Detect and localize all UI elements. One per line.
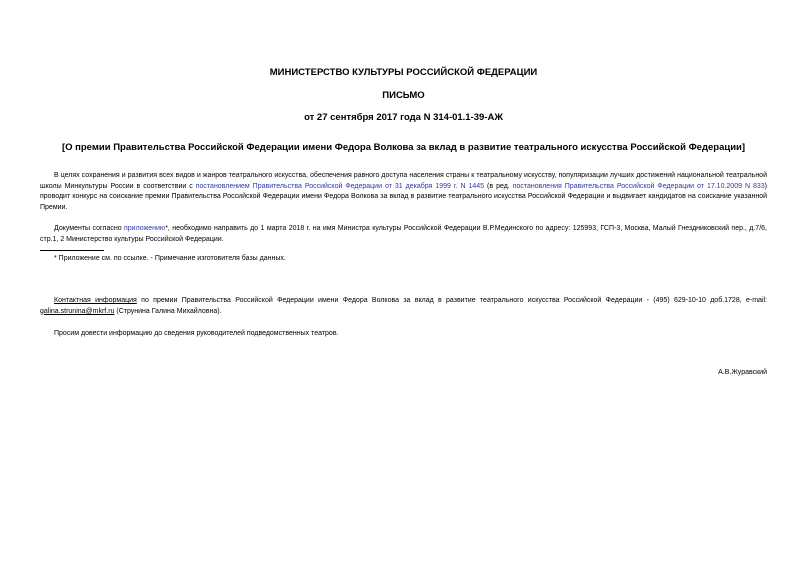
paragraph-request: Просим довести информацию до сведения руководителей подведомственных театров. xyxy=(54,330,339,337)
email-link[interactable]: galina.strunina@mkrf.ru xyxy=(40,307,115,315)
contact-info-label: Контактная информация xyxy=(54,297,137,304)
paragraph-contacts xyxy=(40,296,767,317)
paragraph-text: Документы согласно xyxy=(54,225,124,232)
footnote: * Приложение см. по ссылке. - Примечание изготовителя базы данных. xyxy=(54,255,286,262)
paragraph-text: В целях сохранения и развития всех видов и жанров театрального искусства, обеспечения равного доступа населения страны к театральному искусству, популяризации лучших достижений национальной театральной школы Минкультуры России в соответствии с xyxy=(40,172,767,190)
document-type: ПИСЬМО xyxy=(382,90,425,101)
document-title: [О премии Правительства Российской Федерации имени Федора Волкова за вклад в развитие театрального искусства Российской Федерации] xyxy=(61,142,746,153)
decree-833-link[interactable]: постановления Правительства Российской Федерации от 17.10.2009 N 833 xyxy=(512,182,765,190)
document-date-number: от 27 сентября 2017 года N 314-01.1-39-АЖ xyxy=(304,112,503,123)
signature: А.В.Журавский xyxy=(718,369,767,376)
decree-1445-link[interactable]: постановлением Правительства Российской Федерации от 31 декабря 1999 г. N 1445 xyxy=(195,182,485,190)
ministry-heading: МИНИСТЕРСТВО КУЛЬТУРЫ РОССИЙСКОЙ ФЕДЕРАЦИИ xyxy=(269,67,538,78)
appendix-link[interactable]: приложению xyxy=(124,225,166,232)
paragraph-text: (Струнина Галина Михайловна). xyxy=(114,307,222,315)
paragraph-text: (в ред. xyxy=(484,182,513,190)
footnote-divider xyxy=(40,250,104,251)
paragraph-purpose xyxy=(40,171,767,213)
paragraph-text: *, необходимо направить до 1 марта 2018 г. на имя Министра культуры Российской Федерации В.Р.Мединского по адресу: 125993, ГСП-3, Москва, Малый Гнездниковский пер., д.7/6, стр.1, 2 Министерство культуры Российской Федерации. xyxy=(40,225,767,243)
paragraph-documents xyxy=(40,224,767,245)
paragraph-text: ) проводит конкурс на соискание премии Правительства Российской Федерации имени Федора Волкова за вклад в развитие театрального искусства Российской Федерации и выдвигает кандидатов на соискание указанной Премии. xyxy=(40,182,767,211)
paragraph-text: по премии Правительства Российской Федерации имени Федора Волкова за вклад в развитие театрального искусства Российской Федерации - (495) 629-10-10 доб.1728, e-mail: xyxy=(136,297,767,304)
